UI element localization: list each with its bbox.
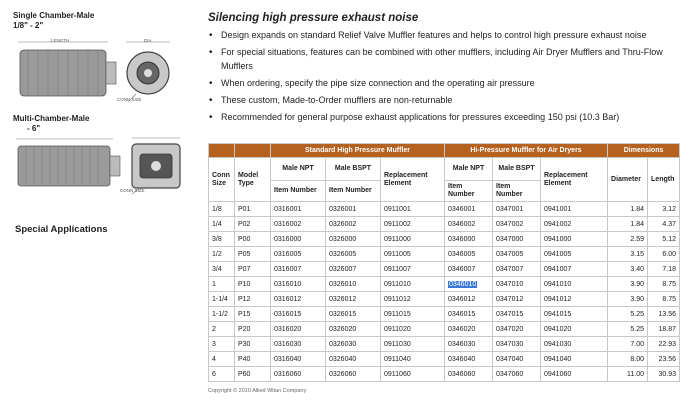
cell-diameter: 3.90 xyxy=(608,277,648,292)
table-body xyxy=(209,202,680,382)
cell-dryer-replacement-element: 0941010 xyxy=(541,277,608,292)
cell-diameter: 3.40 xyxy=(608,262,648,277)
cell-replacement-element: 0911060 xyxy=(381,367,445,382)
cell-dryer-npt-item: 0346007 xyxy=(445,262,493,277)
cell-npt-item: 0316040 xyxy=(271,352,326,367)
cell-model-type: P40 xyxy=(235,352,271,367)
cell-dryer-bspt-item: 0347010 xyxy=(493,277,541,292)
cell-model-type: P07 xyxy=(235,262,271,277)
cell-npt-item: 0316007 xyxy=(271,262,326,277)
cell-dryer-replacement-element: 0941030 xyxy=(541,337,608,352)
cell-conn-size: 3/4 xyxy=(209,262,235,277)
cell-model-type: P12 xyxy=(235,292,271,307)
cell-replacement-element: 0911030 xyxy=(381,337,445,352)
cell-conn-size: 2 xyxy=(209,322,235,337)
cell-diameter: 11.00 xyxy=(608,367,648,382)
conn-size-label-2: CONN SIZE xyxy=(120,188,145,193)
cell-bspt-item: 0326020 xyxy=(326,322,381,337)
cell-length: 4.37 xyxy=(648,217,680,232)
table-row xyxy=(209,247,680,262)
single-chamber-range: 1/8" - 2" xyxy=(13,21,44,30)
single-chamber-drawing xyxy=(8,36,173,106)
table-row xyxy=(209,307,680,322)
cell-npt-item: 0316020 xyxy=(271,322,326,337)
cell-length: 5.12 xyxy=(648,232,680,247)
dia-label: DIA. xyxy=(144,38,153,43)
cell-model-type: P60 xyxy=(235,367,271,382)
cell-dryer-npt-item: 0346015 xyxy=(445,307,493,322)
cell-bspt-item: 0326001 xyxy=(326,202,381,217)
cell-conn-size: 1/4 xyxy=(209,217,235,232)
feature-list xyxy=(208,29,678,128)
cell-dryer-replacement-element: 0941040 xyxy=(541,352,608,367)
cell-bspt-item: 0326015 xyxy=(326,307,381,322)
cell-diameter: 1.84 xyxy=(608,217,648,232)
cell-diameter: 3.90 xyxy=(608,292,648,307)
cell-npt-item: 0316012 xyxy=(271,292,326,307)
col-diameter: Diameter xyxy=(608,158,648,202)
cell-diameter: 5.25 xyxy=(608,322,648,337)
left-panel xyxy=(0,0,200,400)
cell-replacement-element: 0911005 xyxy=(381,247,445,262)
cell-dryer-bspt-item: 0347001 xyxy=(493,202,541,217)
col-conn-size: Conn Size xyxy=(209,158,235,202)
cell-bspt-item: 0326000 xyxy=(326,232,381,247)
col-replacement-element-2: Replacement Element xyxy=(541,158,608,202)
copyright: Copyright © 2010 Allied Witan Company xyxy=(208,388,307,394)
cell-npt-item: 0316030 xyxy=(271,337,326,352)
cell-dryer-replacement-element: 0941020 xyxy=(541,322,608,337)
table-row xyxy=(209,337,680,352)
cell-model-type: P00 xyxy=(235,232,271,247)
cell-length: 18.87 xyxy=(648,322,680,337)
cell-replacement-element: 0911040 xyxy=(381,352,445,367)
cell-conn-size: 1/8 xyxy=(209,202,235,217)
group-header-air-dryers: Hi-Pressure Muffler for Air Dryers xyxy=(445,144,608,158)
cell-npt-item: 0316002 xyxy=(271,217,326,232)
cell-model-type: P01 xyxy=(235,202,271,217)
highlighted-cell-value: 0346010 xyxy=(449,280,477,288)
cell-model-type: P20 xyxy=(235,322,271,337)
cell-dryer-replacement-element: 0941012 xyxy=(541,292,608,307)
cell-conn-size: 1/2 xyxy=(209,247,235,262)
cell-dryer-replacement-element: 0941060 xyxy=(541,367,608,382)
cell-replacement-element: 0911010 xyxy=(381,277,445,292)
cell-length: 23.56 xyxy=(648,352,680,367)
cell-npt-item: 0316010 xyxy=(271,277,326,292)
cell-diameter: 5.25 xyxy=(608,307,648,322)
cell-dryer-npt-item: 0346002 xyxy=(445,217,493,232)
cell-model-type: P15 xyxy=(235,307,271,322)
cell-bspt-item: 0326030 xyxy=(326,337,381,352)
list-item: • For special situations, features can be combined with other mufflers, including Air Dryer Mufflers and Thru-Flow Mufflers xyxy=(208,46,678,73)
cell-dryer-npt-item: 0346012 xyxy=(445,292,493,307)
cell-bspt-item: 0326005 xyxy=(326,247,381,262)
cell-model-type: P10 xyxy=(235,277,271,292)
col-replacement-element: Replacement Element xyxy=(381,158,445,202)
cell-dryer-bspt-item: 0347005 xyxy=(493,247,541,262)
cell-dryer-bspt-item: 0347012 xyxy=(493,292,541,307)
list-item: • Recommended for general purpose exhaust applications for pressures exceeding 150 psi (10.3 Bar) xyxy=(208,111,678,125)
cell-length: 3.12 xyxy=(648,202,680,217)
single-chamber-title: Single Chamber-Male xyxy=(13,11,95,20)
cell-model-type: P05 xyxy=(235,247,271,262)
cell-dryer-npt-item: 0346001 xyxy=(445,202,493,217)
cell-dryer-bspt-item: 0347002 xyxy=(493,217,541,232)
cell-model-type: P02 xyxy=(235,217,271,232)
conn-size-label: CONN SIZE xyxy=(117,97,142,102)
cell-bspt-item: 0326010 xyxy=(326,277,381,292)
cell-diameter: 2.59 xyxy=(608,232,648,247)
multi-chamber-drawing xyxy=(8,134,198,198)
cell-dryer-bspt-item: 0347000 xyxy=(493,232,541,247)
cell-diameter: 1.84 xyxy=(608,202,648,217)
cell-conn-size: 3 xyxy=(209,337,235,352)
cell-conn-size: 6 xyxy=(209,367,235,382)
cell-conn-size: 1-1/2 xyxy=(209,307,235,322)
cell-dryer-replacement-element: 0941001 xyxy=(541,202,608,217)
cell-model-type: P30 xyxy=(235,337,271,352)
spec-table xyxy=(208,143,680,382)
table-row xyxy=(209,262,680,277)
cell-length: 13.56 xyxy=(648,307,680,322)
cell-dryer-npt-item: 0346040 xyxy=(445,352,493,367)
table-row xyxy=(209,322,680,337)
special-applications-link[interactable]: Special Applications xyxy=(15,224,108,235)
cell-dryer-npt-item: 0346020 xyxy=(445,322,493,337)
cell-bspt-item: 0326060 xyxy=(326,367,381,382)
col-item-number: Item Number xyxy=(493,181,541,202)
cell-dryer-replacement-element: 0941005 xyxy=(541,247,608,262)
cell-dryer-npt-item: 0346060 xyxy=(445,367,493,382)
table-row xyxy=(209,277,680,292)
cell-replacement-element: 0911002 xyxy=(381,217,445,232)
cell-dryer-bspt-item: 0347040 xyxy=(493,352,541,367)
page-heading: Silencing high pressure exhaust noise xyxy=(208,12,419,24)
col-item-number: Item Number xyxy=(445,181,493,202)
cell-diameter: 8.00 xyxy=(608,352,648,367)
col-male-bspt-2: Male BSPT xyxy=(493,158,541,181)
cell-length: 30.93 xyxy=(648,367,680,382)
cell-bspt-item: 0326007 xyxy=(326,262,381,277)
cell-dryer-replacement-element: 0941000 xyxy=(541,232,608,247)
cell-replacement-element: 0911007 xyxy=(381,262,445,277)
cell-conn-size: 1-1/4 xyxy=(209,292,235,307)
col-male-npt-2: Male NPT xyxy=(445,158,493,181)
table-row xyxy=(209,352,680,367)
table-row xyxy=(209,217,680,232)
col-length: Length xyxy=(648,158,680,202)
cell-replacement-element: 0911001 xyxy=(381,202,445,217)
cell-dryer-replacement-element: 0941002 xyxy=(541,217,608,232)
cell-dryer-replacement-element: 0941015 xyxy=(541,307,608,322)
cell-dryer-npt-item: 0346005 xyxy=(445,247,493,262)
cell-replacement-element: 0911000 xyxy=(381,232,445,247)
cell-dryer-bspt-item: 0347020 xyxy=(493,322,541,337)
cell-length: 8.75 xyxy=(648,292,680,307)
multi-chamber-range: - 6" xyxy=(27,124,41,133)
cell-npt-item: 0316060 xyxy=(271,367,326,382)
cell-npt-item: 0316001 xyxy=(271,202,326,217)
table-row xyxy=(209,232,680,247)
col-item-number: Item Number xyxy=(326,181,381,202)
cell-replacement-element: 0911015 xyxy=(381,307,445,322)
list-item: • These custom, Made-to-Order mufflers are non-returnable xyxy=(208,94,678,108)
table-row xyxy=(209,292,680,307)
col-item-number: Item Number xyxy=(271,181,326,202)
cell-conn-size: 1 xyxy=(209,277,235,292)
cell-npt-item: 0316015 xyxy=(271,307,326,322)
cell-diameter: 3.15 xyxy=(608,247,648,262)
list-item: • When ordering, specify the pipe size connection and the operating air pressure xyxy=(208,77,678,91)
cell-npt-item: 0316000 xyxy=(271,232,326,247)
length-label: LENGTH xyxy=(51,38,70,43)
cell-length: 22.93 xyxy=(648,337,680,352)
col-male-bspt: Male BSPT xyxy=(326,158,381,181)
cell-bspt-item: 0326040 xyxy=(326,352,381,367)
group-header-standard: Standard High Pressure Muffler xyxy=(271,144,445,158)
multi-chamber-title: Multi-Chamber-Male xyxy=(13,114,90,123)
table-row xyxy=(209,202,680,217)
cell-dryer-replacement-element: 0941007 xyxy=(541,262,608,277)
cell-dryer-bspt-item: 0347007 xyxy=(493,262,541,277)
col-model-type: Model Type xyxy=(235,158,271,202)
cell-length: 7.18 xyxy=(648,262,680,277)
cell-bspt-item: 0326012 xyxy=(326,292,381,307)
list-item: • Design expands on standard Relief Valve Muffler features and helps to control high pressure exhaust noise xyxy=(208,29,678,43)
cell-dryer-npt-item: 0346030 xyxy=(445,337,493,352)
cell-replacement-element: 0911020 xyxy=(381,322,445,337)
cell-length: 8.75 xyxy=(648,277,680,292)
cell-dryer-npt-item: 0346000 xyxy=(445,232,493,247)
cell-dryer-bspt-item: 0347030 xyxy=(493,337,541,352)
cell-conn-size: 4 xyxy=(209,352,235,367)
cell-bspt-item: 0326002 xyxy=(326,217,381,232)
col-male-npt: Male NPT xyxy=(271,158,326,181)
cell-length: 6.00 xyxy=(648,247,680,262)
cell-dryer-npt-item xyxy=(445,277,493,292)
table-row xyxy=(209,367,680,382)
cell-dryer-bspt-item: 0347015 xyxy=(493,307,541,322)
group-header-dimensions: Dimensions xyxy=(608,144,680,158)
cell-npt-item: 0316005 xyxy=(271,247,326,262)
cell-diameter: 7.00 xyxy=(608,337,648,352)
cell-replacement-element: 0911012 xyxy=(381,292,445,307)
cell-conn-size: 3/8 xyxy=(209,232,235,247)
cell-dryer-bspt-item: 0347060 xyxy=(493,367,541,382)
